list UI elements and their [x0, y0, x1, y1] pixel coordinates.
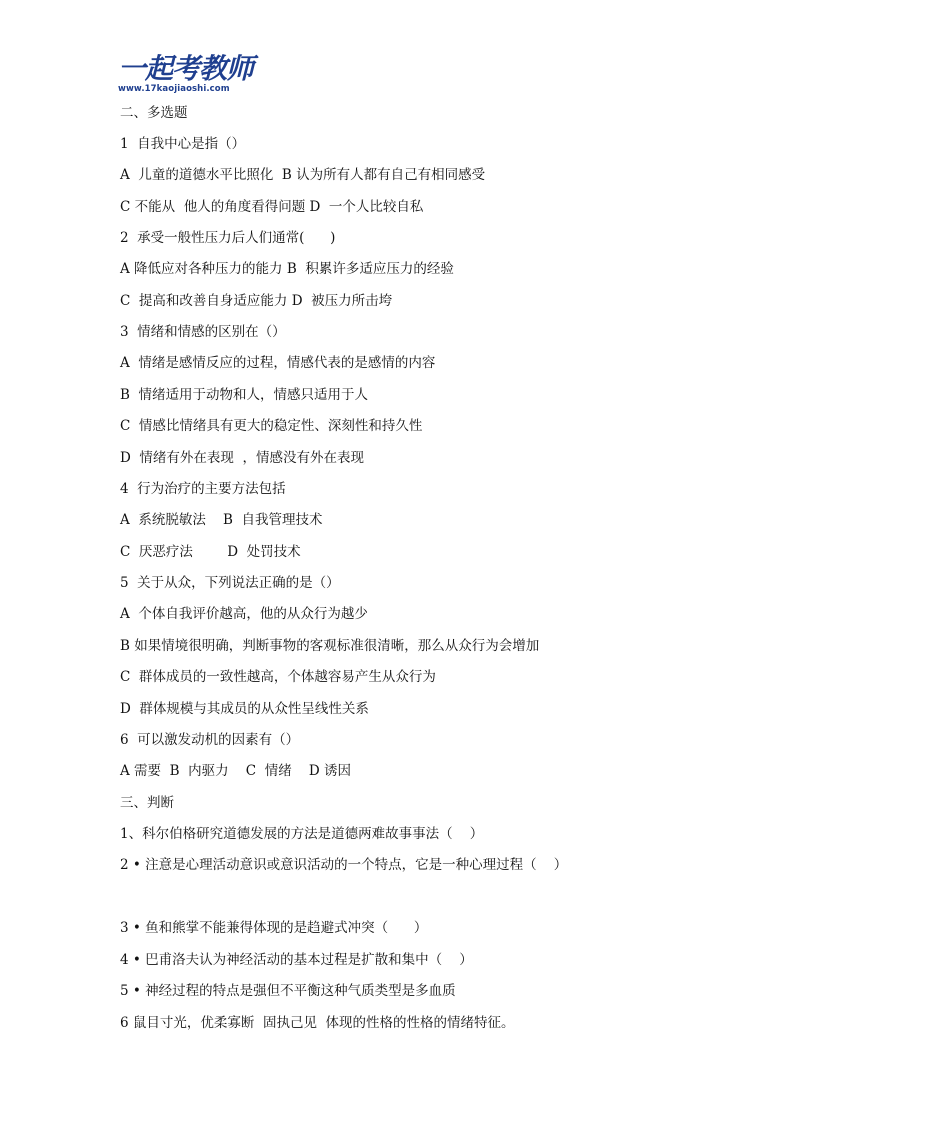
question-5-option-b: B 如果情境很明确，判断事物的客观标准很清晰，那么从众行为会增加: [120, 638, 540, 654]
judgment-3: 3 • 鱼和熊掌不能兼得体现的是趋避式冲突（ ）: [120, 920, 428, 936]
judgment-6: 6 鼠目寸光，优柔寡断 固执己见 体现的性格的性格的情绪特征。: [120, 1015, 515, 1031]
site-logo: [118, 54, 258, 96]
question-1-options-cd: C 不能从 他人的角度看得问题 D 一个人比较自私: [120, 199, 424, 215]
section-heading-true-false: 三、判断: [120, 795, 174, 811]
question-6: 6 可以激发动机的因素有（）: [120, 732, 300, 748]
question-5-option-c: C 群体成员的一致性越高，个体越容易产生从众行为: [120, 669, 436, 685]
logo-url: www.17kaojiaoshi.com: [118, 84, 230, 94]
logo-title: 一起考教师: [118, 52, 254, 85]
question-6-options: A 需要 B 内驱力 C 情绪 D 诱因: [120, 763, 351, 779]
question-3-option-b: B 情绪适用于动物和人，情感只适用于人: [120, 387, 369, 403]
question-5-option-d: D 群体规模与其成员的从众性呈线性关系: [120, 701, 369, 717]
question-3-option-c: C 情感比情绪具有更大的稳定性、深刻性和持久性: [120, 418, 423, 434]
section-heading-multiple-choice: 二、多选题: [120, 105, 188, 121]
question-1-options-ab: A 儿童的道德水平比照化 B 认为所有人都有自己有相同感受: [120, 167, 486, 183]
question-1: 1 自我中心是指（）: [120, 136, 246, 152]
judgment-2: 2 • 注意是心理活动意识或意识活动的一个特点，它是一种心理过程（ ）: [120, 857, 568, 873]
question-5: 5 关于从众，下列说法正确的是（）: [120, 575, 340, 591]
question-4-options-cd: C 厌恶疗法 D 处罚技术: [120, 544, 301, 560]
question-3-option-a: A 情绪是感情反应的过程，情感代表的是感情的内容: [120, 355, 436, 371]
question-3-option-d: D 情绪有外在表现 ，情感没有外在表现: [120, 450, 364, 466]
judgment-5: 5 • 神经过程的特点是强但不平衡这种气质类型是多血质: [120, 983, 456, 999]
judgment-4: 4 • 巴甫洛夫认为神经活动的基本过程是扩散和集中（ ）: [120, 952, 473, 968]
question-5-option-a: A 个体自我评价越高，他的从众行为越少: [120, 606, 368, 622]
question-2-options-ab: A 降低应对各种压力的能力 B 积累许多适应压力的经验: [120, 261, 454, 277]
question-2: 2 承受一般性压力后人们通常( ): [120, 230, 336, 246]
judgment-1: 1、科尔伯格研究道德发展的方法是道德两难故事事法（ ）: [120, 826, 484, 842]
question-2-options-cd: C 提高和改善自身适应能力 D 被压力所击垮: [120, 293, 393, 309]
question-4-options-ab: A 系统脱敏法 B 自我管理技术: [120, 512, 323, 528]
question-3: 3 情绪和情感的区别在（）: [120, 324, 286, 340]
question-4: 4 行为治疗的主要方法包括: [120, 481, 286, 497]
